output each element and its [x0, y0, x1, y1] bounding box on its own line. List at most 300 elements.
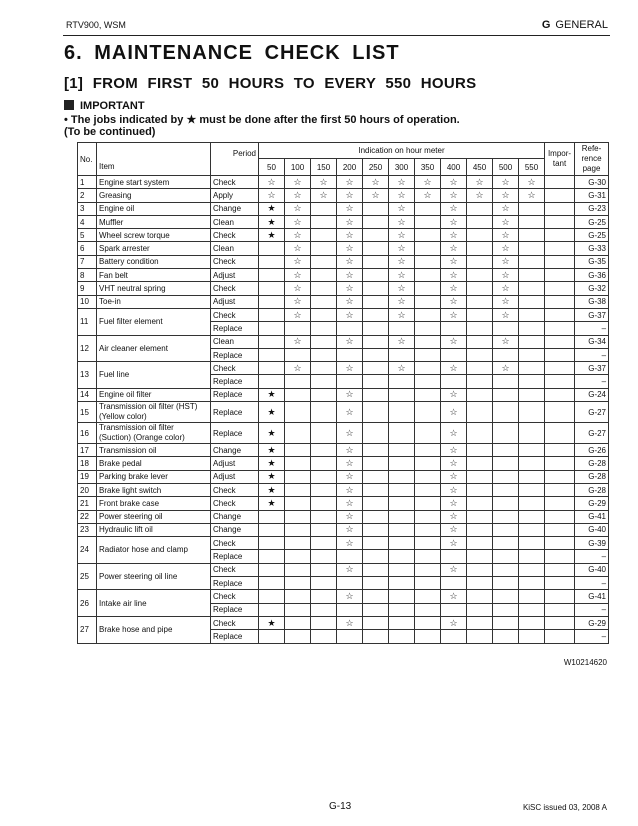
outline-star-icon: ☆ [441, 537, 467, 550]
empty-cell [363, 282, 389, 295]
row-number: 8 [78, 269, 97, 282]
row-number: 23 [78, 523, 97, 536]
empty-cell [441, 577, 467, 590]
empty-cell [467, 590, 493, 603]
empty-cell [467, 423, 493, 444]
filled-star-icon: ★ [259, 202, 285, 215]
outline-star-icon: ☆ [285, 242, 311, 255]
row-item: Greasing [97, 189, 211, 202]
empty-cell [311, 563, 337, 576]
empty-cell [389, 375, 415, 388]
empty-cell [285, 423, 311, 444]
hour-header: 100 [285, 159, 311, 176]
empty-cell [285, 630, 311, 643]
important-cell [545, 282, 575, 295]
empty-cell [363, 269, 389, 282]
empty-cell [259, 577, 285, 590]
outline-star-icon: ☆ [389, 255, 415, 268]
row-period: Check [211, 616, 259, 629]
outline-star-icon: ☆ [337, 402, 363, 423]
reference-page: G-28 [575, 470, 609, 483]
empty-cell [493, 322, 519, 335]
row-period: Adjust [211, 269, 259, 282]
empty-cell [493, 630, 519, 643]
outline-star-icon: ☆ [441, 269, 467, 282]
manual-title: RTV900, WSM [66, 20, 126, 30]
outline-star-icon: ☆ [337, 189, 363, 202]
important-cell [545, 497, 575, 510]
outline-star-icon: ☆ [337, 295, 363, 308]
outline-star-icon: ☆ [285, 176, 311, 189]
empty-cell [519, 563, 545, 576]
empty-cell [389, 322, 415, 335]
row-period: Replace [211, 388, 259, 401]
empty-cell [415, 229, 441, 242]
filled-star-icon: ★ [259, 229, 285, 242]
empty-cell [519, 295, 545, 308]
empty-cell [311, 523, 337, 536]
outline-star-icon: ☆ [493, 308, 519, 321]
hour-header: 450 [467, 159, 493, 176]
empty-cell [259, 242, 285, 255]
empty-cell [363, 577, 389, 590]
empty-cell [493, 590, 519, 603]
empty-cell [467, 322, 493, 335]
empty-cell [389, 563, 415, 576]
row-item: Transmission oil [97, 444, 211, 457]
outline-star-icon: ☆ [337, 470, 363, 483]
empty-cell [311, 470, 337, 483]
reference-page: G-29 [575, 497, 609, 510]
empty-cell [259, 348, 285, 361]
reference-page: G-24 [575, 388, 609, 401]
reference-page: G-28 [575, 483, 609, 496]
outline-star-icon: ☆ [389, 242, 415, 255]
filled-star-icon: ★ [259, 215, 285, 228]
empty-cell [311, 616, 337, 629]
empty-cell [415, 388, 441, 401]
row-period: Apply [211, 189, 259, 202]
reference-page: – [575, 375, 609, 388]
important-cell [545, 348, 575, 361]
important-cell [545, 269, 575, 282]
row-period: Replace [211, 402, 259, 423]
hour-header: 250 [363, 159, 389, 176]
section-letter: G [541, 19, 551, 31]
outline-star-icon: ☆ [337, 497, 363, 510]
outline-star-icon: ☆ [493, 269, 519, 282]
row-number: 13 [78, 362, 97, 389]
row-period: Replace [211, 550, 259, 563]
row-period: Adjust [211, 470, 259, 483]
empty-cell [363, 510, 389, 523]
reference-page: – [575, 322, 609, 335]
empty-cell [285, 388, 311, 401]
empty-cell [415, 375, 441, 388]
important-cell [545, 189, 575, 202]
row-item: Radiator hose and clamp [97, 537, 211, 564]
outline-star-icon: ☆ [337, 308, 363, 321]
outline-star-icon: ☆ [441, 402, 467, 423]
table-row [78, 616, 609, 629]
empty-cell [519, 362, 545, 375]
empty-cell [285, 375, 311, 388]
empty-cell [493, 616, 519, 629]
empty-cell [311, 550, 337, 563]
row-period: Adjust [211, 295, 259, 308]
reference-page: G-37 [575, 308, 609, 321]
row-number: 19 [78, 470, 97, 483]
empty-cell [415, 470, 441, 483]
empty-cell [467, 348, 493, 361]
outline-star-icon: ☆ [493, 176, 519, 189]
empty-cell [493, 510, 519, 523]
empty-cell [519, 255, 545, 268]
empty-cell [389, 348, 415, 361]
empty-cell [519, 348, 545, 361]
reference-page: G-40 [575, 563, 609, 576]
row-period: Adjust [211, 457, 259, 470]
important-cell [545, 255, 575, 268]
empty-cell [441, 603, 467, 616]
table-row [78, 402, 609, 423]
outline-star-icon: ☆ [441, 616, 467, 629]
section-header [542, 19, 608, 31]
empty-cell [311, 388, 337, 401]
empty-cell [467, 550, 493, 563]
empty-cell [259, 550, 285, 563]
hour-header: 350 [415, 159, 441, 176]
empty-cell [363, 202, 389, 215]
outline-star-icon: ☆ [389, 282, 415, 295]
empty-cell [285, 470, 311, 483]
important-cell [545, 402, 575, 423]
empty-cell [363, 537, 389, 550]
empty-cell [415, 348, 441, 361]
empty-cell [389, 537, 415, 550]
outline-star-icon: ☆ [337, 483, 363, 496]
empty-cell [259, 322, 285, 335]
row-number: 20 [78, 483, 97, 496]
outline-star-icon: ☆ [285, 308, 311, 321]
outline-star-icon: ☆ [467, 189, 493, 202]
empty-cell [519, 335, 545, 348]
section-name: GENERAL [555, 19, 608, 31]
empty-cell [337, 348, 363, 361]
row-period: Check [211, 255, 259, 268]
empty-cell [285, 603, 311, 616]
empty-cell [493, 483, 519, 496]
empty-cell [337, 375, 363, 388]
outline-star-icon: ☆ [441, 423, 467, 444]
empty-cell [467, 388, 493, 401]
outline-star-icon: ☆ [441, 563, 467, 576]
table-row [78, 308, 609, 321]
empty-cell [311, 202, 337, 215]
empty-cell [519, 470, 545, 483]
empty-cell [389, 402, 415, 423]
empty-cell [285, 537, 311, 550]
row-item: Power steering oil line [97, 563, 211, 590]
outline-star-icon: ☆ [285, 215, 311, 228]
row-number: 16 [78, 423, 97, 444]
reference-page: G-23 [575, 202, 609, 215]
empty-cell [467, 470, 493, 483]
empty-cell [311, 308, 337, 321]
outline-star-icon: ☆ [441, 176, 467, 189]
reference-page: G-40 [575, 523, 609, 536]
hour-header: 300 [389, 159, 415, 176]
row-period: Change [211, 444, 259, 457]
row-period: Check [211, 362, 259, 375]
table-row [78, 242, 609, 255]
row-item: Engine start system [97, 176, 211, 189]
outline-star-icon: ☆ [493, 242, 519, 255]
empty-cell [285, 348, 311, 361]
empty-cell [493, 603, 519, 616]
empty-cell [285, 322, 311, 335]
empty-cell [285, 550, 311, 563]
row-period: Change [211, 202, 259, 215]
empty-cell [441, 375, 467, 388]
empty-cell [493, 348, 519, 361]
empty-cell [337, 630, 363, 643]
empty-cell [519, 388, 545, 401]
empty-cell [363, 444, 389, 457]
empty-cell [519, 603, 545, 616]
empty-cell [389, 577, 415, 590]
outline-star-icon: ☆ [363, 189, 389, 202]
hour-header: 200 [337, 159, 363, 176]
outline-star-icon: ☆ [493, 255, 519, 268]
empty-cell [363, 616, 389, 629]
filled-star-icon: ★ [259, 388, 285, 401]
outline-star-icon: ☆ [389, 362, 415, 375]
row-number: 18 [78, 457, 97, 470]
row-period: Replace [211, 348, 259, 361]
empty-cell [467, 255, 493, 268]
table-row [78, 295, 609, 308]
row-number: 11 [78, 308, 97, 335]
reference-page: G-35 [575, 255, 609, 268]
important-note: • The jobs indicated by ★ must be done after the first 50 hours of operation. [64, 114, 460, 126]
section-subtitle: [1] FROM FIRST 50 HOURS TO EVERY 550 HOURS [64, 75, 477, 92]
empty-cell [493, 550, 519, 563]
empty-cell [259, 510, 285, 523]
important-cell [545, 457, 575, 470]
outline-star-icon: ☆ [441, 295, 467, 308]
important-cell [545, 229, 575, 242]
empty-cell [467, 537, 493, 550]
outline-star-icon: ☆ [337, 269, 363, 282]
outline-star-icon: ☆ [415, 176, 441, 189]
empty-cell [363, 308, 389, 321]
empty-cell [467, 202, 493, 215]
important-cell [545, 616, 575, 629]
table-row [78, 362, 609, 375]
outline-star-icon: ☆ [389, 202, 415, 215]
empty-cell [363, 402, 389, 423]
outline-star-icon: ☆ [337, 202, 363, 215]
empty-cell [285, 563, 311, 576]
empty-cell [441, 348, 467, 361]
empty-cell [389, 510, 415, 523]
reference-page: G-34 [575, 335, 609, 348]
empty-cell [415, 510, 441, 523]
important-heading [64, 100, 145, 112]
row-number: 6 [78, 242, 97, 255]
empty-cell [311, 590, 337, 603]
empty-cell [519, 550, 545, 563]
empty-cell [415, 282, 441, 295]
important-cell [545, 362, 575, 375]
empty-cell [363, 388, 389, 401]
empty-cell [363, 630, 389, 643]
outline-star-icon: ☆ [285, 269, 311, 282]
empty-cell [415, 630, 441, 643]
empty-cell [285, 577, 311, 590]
outline-star-icon: ☆ [493, 295, 519, 308]
row-item: Transmission oil filter (Suction) (Orange color) [97, 423, 211, 444]
row-item: Parking brake lever [97, 470, 211, 483]
header-no: No. [78, 143, 97, 176]
row-item: Brake light switch [97, 483, 211, 496]
row-item: Brake hose and pipe [97, 616, 211, 643]
empty-cell [311, 255, 337, 268]
hour-header: 400 [441, 159, 467, 176]
table-row [78, 497, 609, 510]
empty-cell [493, 388, 519, 401]
outline-star-icon: ☆ [337, 444, 363, 457]
empty-cell [389, 423, 415, 444]
empty-cell [415, 402, 441, 423]
empty-cell [415, 537, 441, 550]
empty-cell [519, 510, 545, 523]
important-cell [545, 388, 575, 401]
table-row [78, 563, 609, 576]
empty-cell [415, 444, 441, 457]
outline-star-icon: ☆ [493, 189, 519, 202]
outline-star-icon: ☆ [441, 242, 467, 255]
row-period: Clean [211, 242, 259, 255]
empty-cell [311, 444, 337, 457]
empty-cell [259, 269, 285, 282]
empty-cell [415, 423, 441, 444]
important-cell [545, 563, 575, 576]
empty-cell [493, 457, 519, 470]
important-cell [545, 630, 575, 643]
important-cell [545, 295, 575, 308]
empty-cell [467, 242, 493, 255]
outline-star-icon: ☆ [389, 229, 415, 242]
empty-cell [519, 590, 545, 603]
important-cell [545, 375, 575, 388]
outline-star-icon: ☆ [441, 523, 467, 536]
empty-cell [311, 215, 337, 228]
empty-cell [311, 242, 337, 255]
reference-page: G-27 [575, 423, 609, 444]
outline-star-icon: ☆ [337, 563, 363, 576]
empty-cell [519, 616, 545, 629]
empty-cell [467, 402, 493, 423]
header-indication: Indication on hour meter [259, 143, 545, 159]
empty-cell [337, 603, 363, 616]
empty-cell [415, 457, 441, 470]
row-item: Power steering oil [97, 510, 211, 523]
empty-cell [285, 590, 311, 603]
empty-cell [285, 497, 311, 510]
square-bullet-icon [64, 100, 74, 110]
empty-cell [285, 483, 311, 496]
outline-star-icon: ☆ [337, 229, 363, 242]
empty-cell [467, 308, 493, 321]
table-row [78, 215, 609, 228]
reference-page: G-33 [575, 242, 609, 255]
table-row [78, 537, 609, 550]
empty-cell [415, 497, 441, 510]
reference-page: – [575, 348, 609, 361]
row-number: 25 [78, 563, 97, 590]
empty-cell [363, 362, 389, 375]
empty-cell [311, 603, 337, 616]
outline-star-icon: ☆ [441, 457, 467, 470]
empty-cell [467, 444, 493, 457]
empty-cell [285, 616, 311, 629]
empty-cell [363, 295, 389, 308]
empty-cell [311, 295, 337, 308]
empty-cell [493, 563, 519, 576]
empty-cell [389, 470, 415, 483]
empty-cell [389, 497, 415, 510]
row-period: Check [211, 563, 259, 576]
empty-cell [363, 348, 389, 361]
outline-star-icon: ☆ [285, 255, 311, 268]
empty-cell [311, 630, 337, 643]
reference-page: G-26 [575, 444, 609, 457]
empty-cell [467, 269, 493, 282]
empty-cell [519, 242, 545, 255]
row-number: 22 [78, 510, 97, 523]
empty-cell [389, 630, 415, 643]
reference-page: G-36 [575, 269, 609, 282]
reference-page: G-41 [575, 510, 609, 523]
outline-star-icon: ☆ [389, 335, 415, 348]
empty-cell [493, 375, 519, 388]
outline-star-icon: ☆ [285, 229, 311, 242]
outline-star-icon: ☆ [389, 295, 415, 308]
outline-star-icon: ☆ [311, 189, 337, 202]
outline-star-icon: ☆ [259, 176, 285, 189]
filled-star-icon: ★ [259, 497, 285, 510]
page-title: 6. MAINTENANCE CHECK LIST [64, 42, 400, 64]
empty-cell [519, 444, 545, 457]
outline-star-icon: ☆ [441, 255, 467, 268]
empty-cell [519, 322, 545, 335]
important-cell [545, 335, 575, 348]
empty-cell [467, 215, 493, 228]
row-number: 15 [78, 402, 97, 423]
document-code: W10214620 [563, 658, 607, 667]
row-item: Engine oil filter [97, 388, 211, 401]
empty-cell [311, 362, 337, 375]
empty-cell [389, 388, 415, 401]
empty-cell [363, 483, 389, 496]
important-cell [545, 603, 575, 616]
important-cell [545, 537, 575, 550]
empty-cell [285, 523, 311, 536]
row-number: 10 [78, 295, 97, 308]
hour-header: 150 [311, 159, 337, 176]
